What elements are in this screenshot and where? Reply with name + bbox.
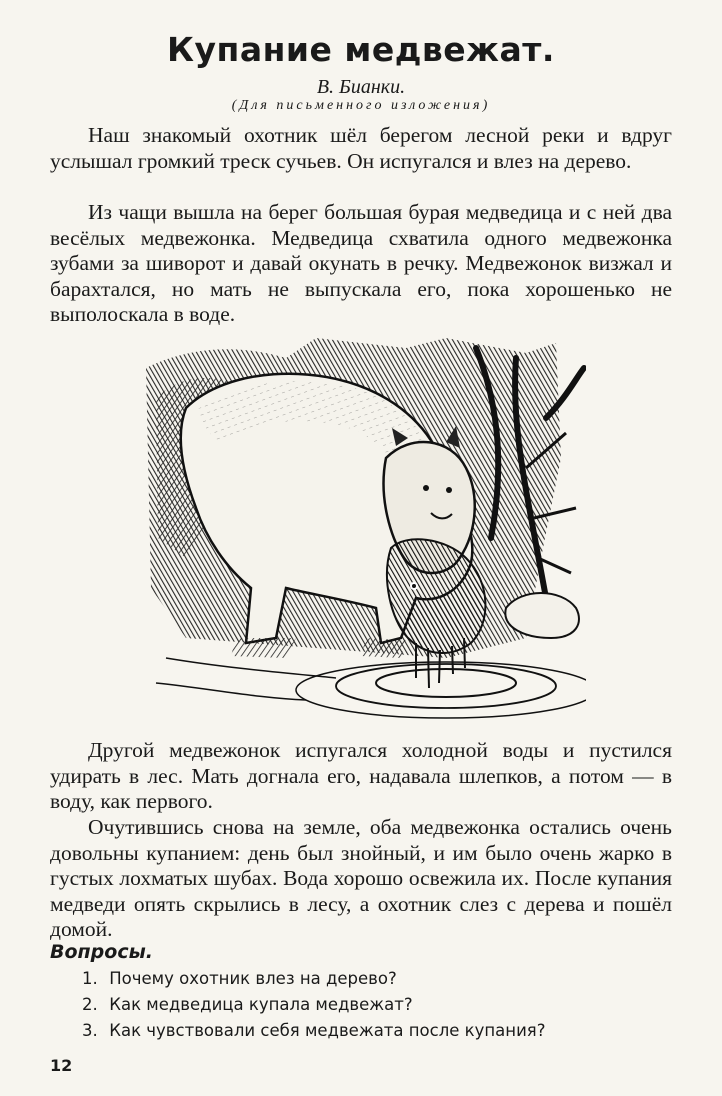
question-text: Как чувствовали себя медвежата после купания? <box>109 1021 546 1040</box>
story-author: В. Бианки. <box>316 76 406 98</box>
page-number: 12 <box>50 1056 73 1075</box>
question-text: Почему охотник влез на дерево? <box>109 969 397 988</box>
question-number: 3. <box>82 1021 98 1040</box>
bear-bathing-cub-illustration <box>146 338 586 720</box>
question-number: 2. <box>82 995 98 1014</box>
paragraph-3: Другой медвежонок испугался холодной воды и пустился удирать в лес. Мать догнала его, надавала шлепков, а потом — в воду, как первого. <box>50 738 672 813</box>
questions-heading: Вопросы. <box>50 941 153 963</box>
question-item <box>82 1018 546 1044</box>
paragraph-1: Наш знакомый охотник шёл берегом лесной реки и вдруг услышал громкий треск сучьев. Он испугался и влез на дерево. <box>50 123 672 173</box>
question-item <box>82 966 546 992</box>
story-title: Купание медвежат. <box>167 30 555 69</box>
paragraph-4: Очутившись снова на земле, оба медвежонка остались очень довольны купанием: день был знойный, и им было очень жарко в густых лохматых шубах. Вода хорошо освежила их. После купания медведи опять скрылись в лесу, а охотник слез с дерева и пошёл домой. <box>50 815 672 941</box>
question-item <box>82 992 546 1018</box>
story-note: (Для письменного изложения) <box>231 98 491 113</box>
question-text: Как медведица купала медвежат? <box>109 995 413 1014</box>
question-number: 1. <box>82 969 98 988</box>
questions-list <box>82 966 546 1044</box>
paragraph-2: Из чащи вышла на берег большая бурая медведица и с ней два весёлых медвежонка. Медведица схватила одного медвежонка зубами за шиворот и давай окунать в речку. Медвежонок визжал и барахтался, но мать не выпускала его, пока хорошенько не выполоскала в воде. <box>50 200 672 326</box>
